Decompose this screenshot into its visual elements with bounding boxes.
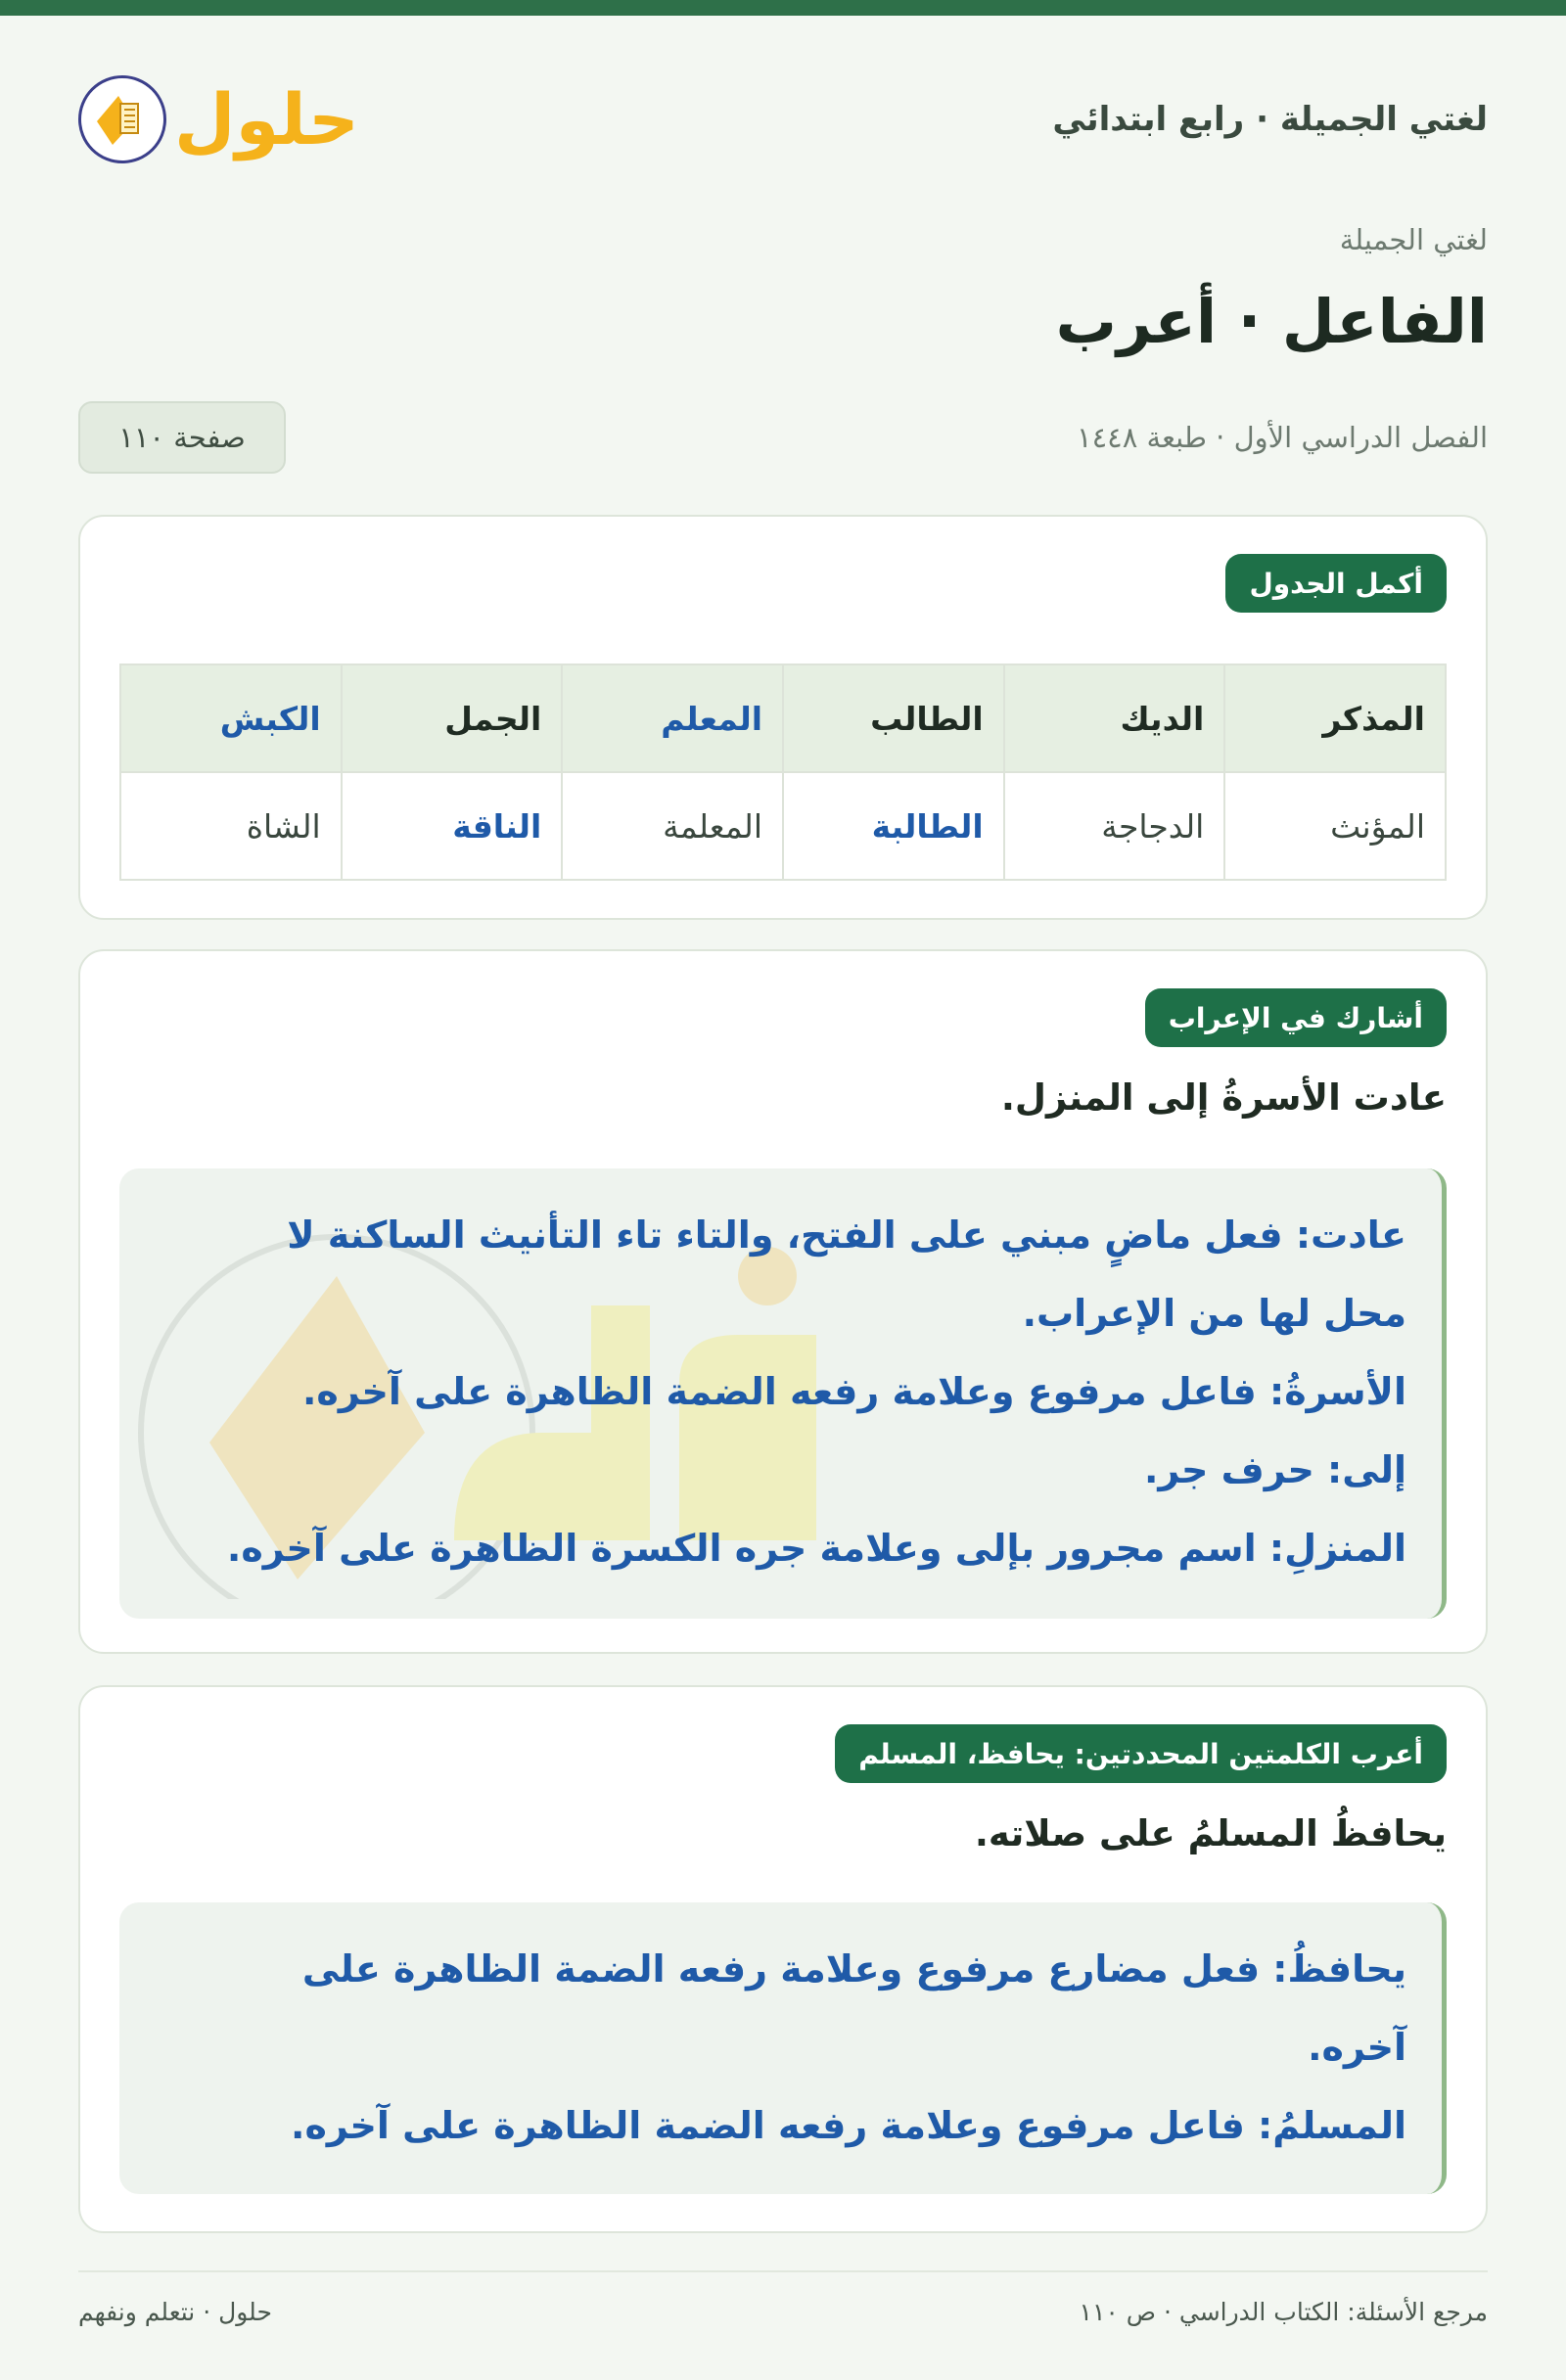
- table-cell: المؤنث: [1224, 772, 1446, 880]
- page-header: [78, 61, 1488, 178]
- page-title: الفاعل · أعرب: [1055, 286, 1488, 357]
- table-cell: الطالب: [783, 664, 1004, 772]
- lesson-meta-row: [78, 401, 1488, 474]
- question-sentence: عادت الأسرةُ إلى المنزل.: [1000, 1076, 1447, 1119]
- table-cell: المذكر: [1224, 664, 1446, 772]
- semester-info: الفصل الدراسي الأول · طبعة ١٤٤٨: [1077, 421, 1488, 454]
- parse-words-card: [78, 1685, 1488, 2233]
- answer-box: [119, 1168, 1447, 1619]
- logo-wordmark: حلول: [174, 78, 359, 160]
- answer-line: محل لها من الإعراب.: [1022, 1292, 1406, 1335]
- section-badge: أشارك في الإعراب: [1145, 988, 1447, 1047]
- table-cell: المعلمة: [562, 772, 783, 880]
- answer-line: آخره.: [1308, 2026, 1406, 2069]
- section-badge: أعرب الكلمتين المحددتين: يحافظ، المسلم: [835, 1724, 1447, 1783]
- footer-brand[interactable]: حلول · نتعلم ونفهم: [78, 2298, 272, 2326]
- table-cell-answer: الطالبة: [783, 772, 1004, 880]
- answer-line: المسلمُ: فاعل مرفوع وعلامة رفعه الضمة الظاهرة على آخره.: [291, 2104, 1406, 2147]
- question-sentence: يحافظُ المسلمُ على صلاته.: [974, 1812, 1447, 1854]
- page-number-badge: صفحة ١١٠: [78, 401, 286, 474]
- table-cell-answer: المعلم: [562, 664, 783, 772]
- top-accent-bar: [0, 0, 1566, 16]
- table-row-feminine: [120, 772, 1446, 880]
- header-title: لغتي الجميلة · رابع ابتدائي: [1052, 100, 1488, 139]
- section-badge: أكمل الجدول: [1225, 554, 1447, 613]
- table-row-masculine: [120, 664, 1446, 772]
- page-footer: [78, 2298, 1488, 2326]
- table-cell-answer: الناقة: [342, 772, 563, 880]
- answer-line: المنزلِ: اسم مجرور بإلى وعلامة جره الكسرة الظاهرة على آخره.: [226, 1527, 1406, 1570]
- complete-table-card: [78, 515, 1488, 920]
- parsing-practice-card: [78, 949, 1488, 1654]
- site-logo[interactable]: [78, 75, 359, 163]
- gender-table: [119, 664, 1447, 881]
- footer-divider: [78, 2270, 1488, 2272]
- answer-box: [119, 1902, 1447, 2194]
- table-cell: الديك: [1004, 664, 1225, 772]
- table-cell: الجمل: [342, 664, 563, 772]
- answer-line: الأسرةُ: فاعل مرفوع وعلامة رفعه الضمة الظاهرة على آخره.: [302, 1370, 1406, 1413]
- answer-line: عادت: فعل ماضٍ مبني على الفتح، والتاء تاء التأنيث الساكنة لا: [287, 1213, 1406, 1257]
- subject-label: لغتي الجميلة: [1339, 223, 1488, 256]
- table-cell-answer: الكبش: [120, 664, 342, 772]
- answer-line: إلى: حرف جر.: [1143, 1448, 1406, 1491]
- answer-line: يحافظُ: فعل مضارع مرفوع وعلامة رفعه الضمة الظاهرة على: [301, 1947, 1406, 1991]
- table-cell: الدجاجة: [1004, 772, 1225, 880]
- table-cell: الشاة: [120, 772, 342, 880]
- book-logo-icon: [78, 75, 166, 163]
- footer-reference: مرجع الأسئلة: الكتاب الدراسي · ص ١١٠: [1079, 2298, 1488, 2326]
